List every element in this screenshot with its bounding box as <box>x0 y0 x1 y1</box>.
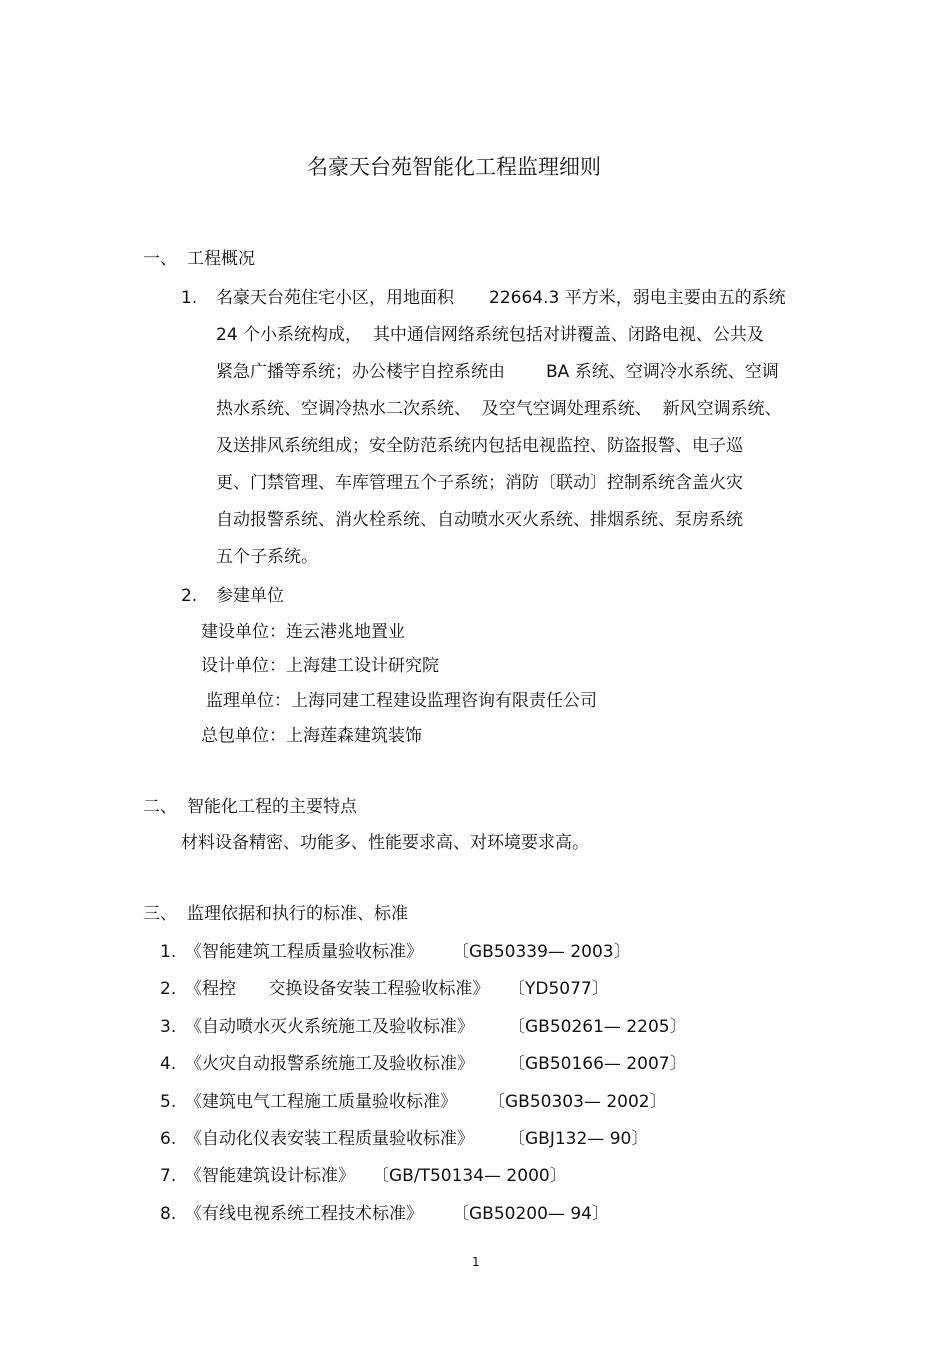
overview-line: 及送排风系统组成；安全防范系统内包括电视监控、防盗报警、电子巡 <box>216 436 743 456</box>
standard-code: 〔GB50303— 2002〕 <box>488 1092 667 1112</box>
section-2-body: 材料设备精密、功能多、性能要求高、对环境要求高。 <box>181 833 589 853</box>
item-2-number: 2. <box>181 586 198 606</box>
standard-name: 《智能建筑工程质量验收标准》 <box>185 942 423 962</box>
standard-number: 5. <box>160 1092 177 1112</box>
standard-code: 〔GB50261— 2205〕 <box>508 1017 687 1037</box>
standard-code: 〔GB50339— 2003〕 <box>452 942 631 962</box>
overview-line: 五个子系统。 <box>216 547 318 567</box>
overview-line: BA 系统、空调冷水系统、空调 <box>546 362 779 382</box>
standard-code: 〔YD5077〕 <box>508 979 609 999</box>
overview-line: 紧急广播等系统；办公楼宇自控系统由 <box>216 362 505 382</box>
section-2-marker: 二、 <box>143 797 177 817</box>
overview-line: 22664.3 平方米，弱电主要由五的系统 <box>489 288 786 308</box>
standard-name: 《火灾自动报警系统施工及验收标准》 <box>185 1054 474 1074</box>
standard-name: 《建筑电气工程施工质量验收标准》 <box>185 1092 457 1112</box>
overview-line: 更、门禁管理、车库管理五个子系统；消防〔联动〕控制系统含盖火灾 <box>216 473 743 493</box>
standard-name: 《程控 交换设备安装工程验收标准》 <box>185 979 490 999</box>
participating-unit: 建设单位：连云港兆地置业 <box>201 622 405 642</box>
page-number: 1 <box>472 1255 480 1269</box>
overview-line: 24 个小系统构成， 其中通信网络系统包括对讲覆盖、闭路电视、公共及 <box>216 325 764 345</box>
standard-number: 2. <box>160 979 177 999</box>
section-3-marker: 三、 <box>143 904 177 924</box>
overview-line: 自动报警系统、消火栓系统、自动喷水灭火系统、排烟系统、泵房系统 <box>216 510 743 530</box>
standard-number: 4. <box>160 1054 177 1074</box>
standard-number: 1. <box>160 942 177 962</box>
standard-name: 《自动喷水灭火系统施工及验收标准》 <box>185 1017 474 1037</box>
standard-number: 7. <box>160 1166 177 1186</box>
participating-unit: 监理单位：上海同建工程建设监理咨询有限责任公司 <box>206 691 597 711</box>
standard-code: 〔GB/T50134— 2000〕 <box>372 1166 567 1186</box>
standard-number: 3. <box>160 1017 177 1037</box>
overview-line: 热水系统、空调冷热水二次系统、 及空气空调处理系统、 新风空调系统、 <box>216 399 782 419</box>
standard-name: 《有线电视系统工程技术标准》 <box>185 1204 423 1224</box>
standard-number: 8. <box>160 1204 177 1224</box>
page-title: 名豪天台苑智能化工程监理细则 <box>307 155 601 179</box>
item-2-heading: 参建单位 <box>216 586 284 606</box>
standard-number: 6. <box>160 1129 177 1149</box>
standard-name: 《自动化仪表安装工程质量验收标准》 <box>185 1129 474 1149</box>
standard-name: 《智能建筑设计标准》 <box>185 1166 355 1186</box>
section-2-heading: 智能化工程的主要特点 <box>187 797 357 817</box>
section-3-heading: 监理依据和执行的标准、标准 <box>187 904 408 924</box>
participating-unit: 设计单位：上海建工设计研究院 <box>201 656 439 676</box>
standard-code: 〔GB50200— 94〕 <box>452 1204 609 1224</box>
section-1-marker: 一、 <box>143 249 177 269</box>
overview-line: 名豪天台苑住宅小区，用地面积 <box>216 288 454 308</box>
standard-code: 〔GBJ132— 90〕 <box>508 1129 649 1149</box>
section-1-heading: 工程概况 <box>187 249 255 269</box>
participating-unit: 总包单位：上海莲森建筑装饰 <box>201 726 422 746</box>
item-1-number: 1. <box>181 288 198 308</box>
standard-code: 〔GB50166— 2007〕 <box>508 1054 687 1074</box>
